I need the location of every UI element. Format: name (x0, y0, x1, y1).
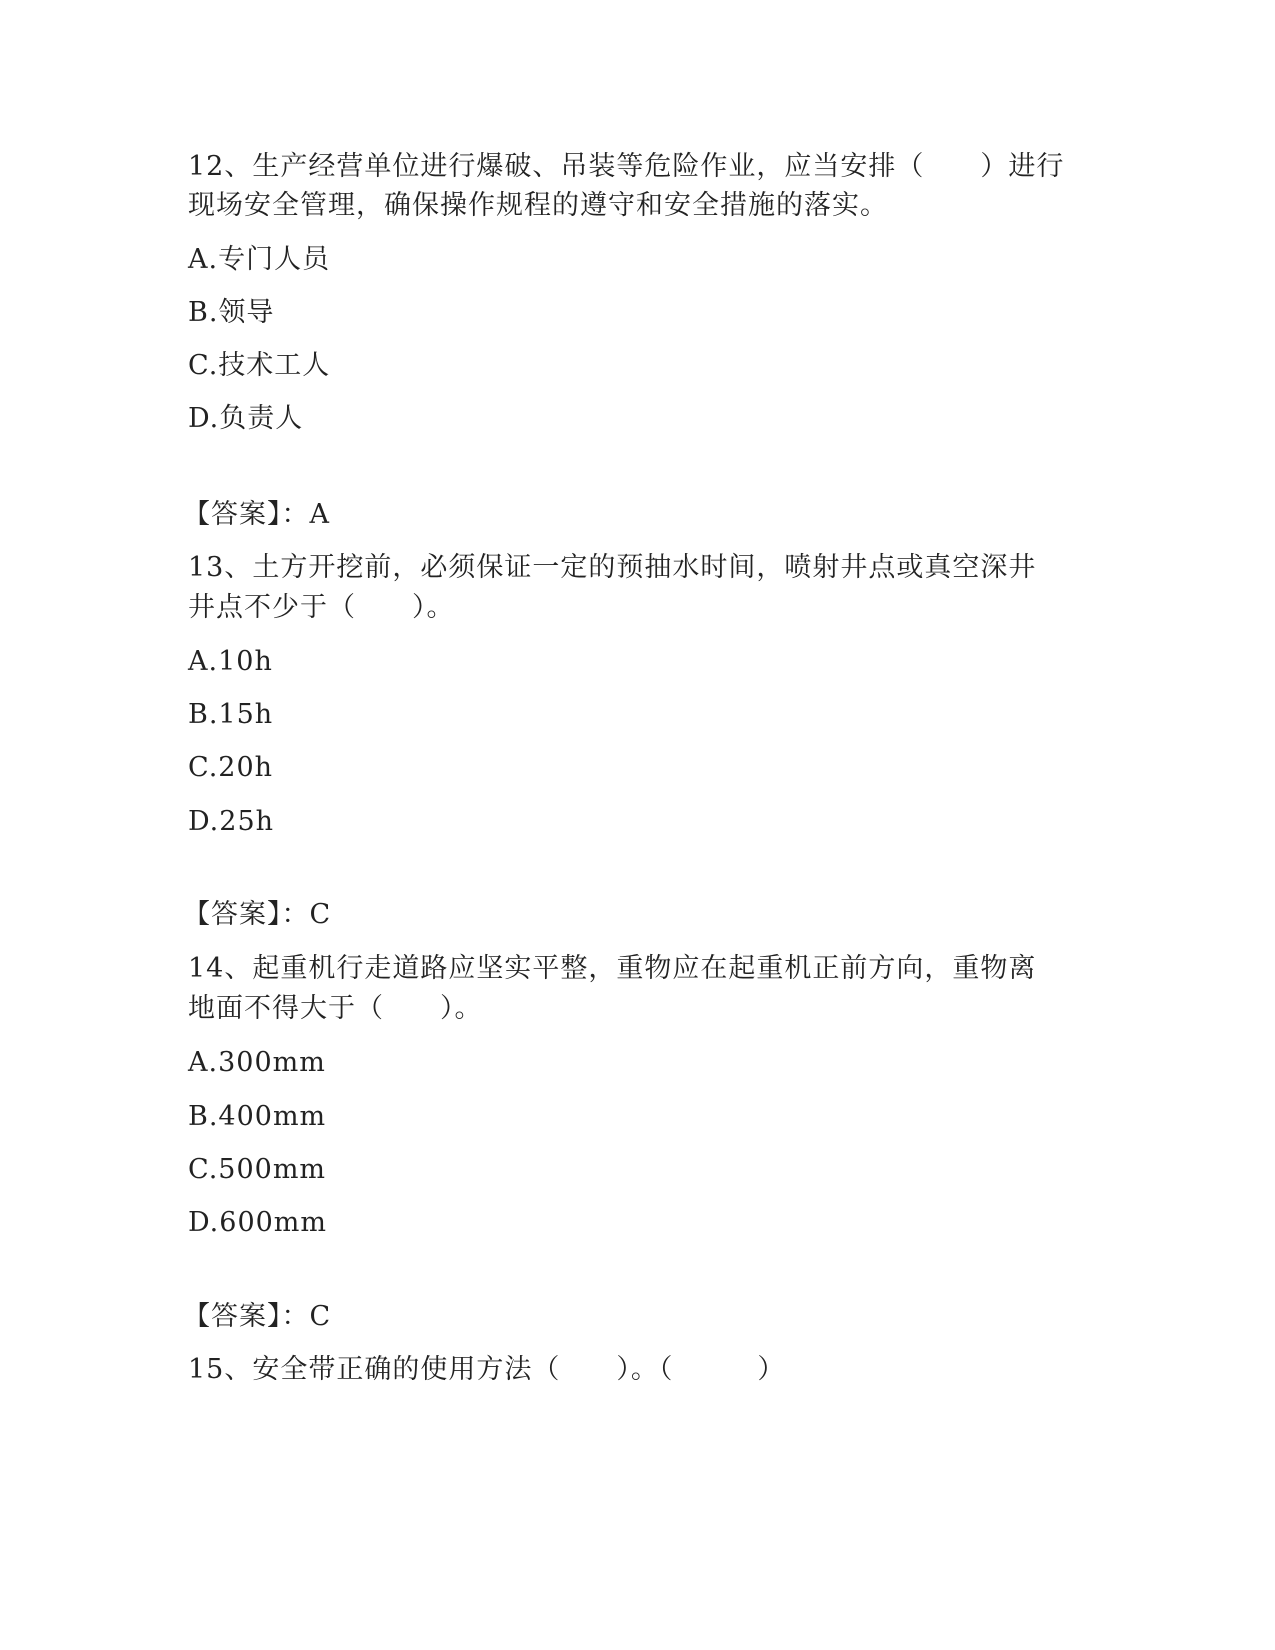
question-14-answer: 【答案】：C (183, 1301, 332, 1332)
question-13-option-b: B.15h (188, 699, 274, 730)
question-15-stem-line-1: 15、安全带正确的使用方法（ ）。（ ） (188, 1354, 786, 1385)
question-12-stem-line-2: 现场安全管理，确保操作规程的遵守和安全措施的落实。 (188, 190, 888, 221)
question-13-stem-line-2: 井点不少于（ ）。 (188, 592, 455, 623)
question-13-answer: 【答案】：C (183, 899, 332, 930)
question-12-option-c: C.技术工人 (188, 350, 331, 381)
question-14-stem-line-2: 地面不得大于（ ）。 (188, 993, 483, 1024)
question-13-option-d: D.25h (188, 806, 275, 837)
question-12-option-d: D.负责人 (188, 403, 304, 434)
question-14-stem-line-1: 14、起重机行走道路应坚实平整，重物应在起重机正前方向，重物离 (188, 953, 1037, 984)
question-14-option-a: A.300mm (188, 1047, 326, 1078)
question-12-option-b: B.领导 (188, 297, 275, 328)
question-12-option-a: A.专门人员 (188, 244, 331, 275)
question-14-option-b: B.400mm (188, 1101, 327, 1132)
question-12-answer: 【答案】：A (183, 499, 330, 530)
question-13-option-a: A.10h (188, 646, 273, 677)
question-14-option-d: D.600mm (188, 1207, 328, 1238)
question-13-option-c: C.20h (188, 752, 274, 783)
question-14-option-c: C.500mm (188, 1154, 327, 1185)
question-13-stem-line-1: 13、土方开挖前，必须保证一定的预抽水时间，喷射井点或真空深井 (188, 552, 1037, 583)
question-12-stem-line-1: 12、生产经营单位进行爆破、吊装等危险作业，应当安排（ ）进行 (188, 151, 1065, 182)
